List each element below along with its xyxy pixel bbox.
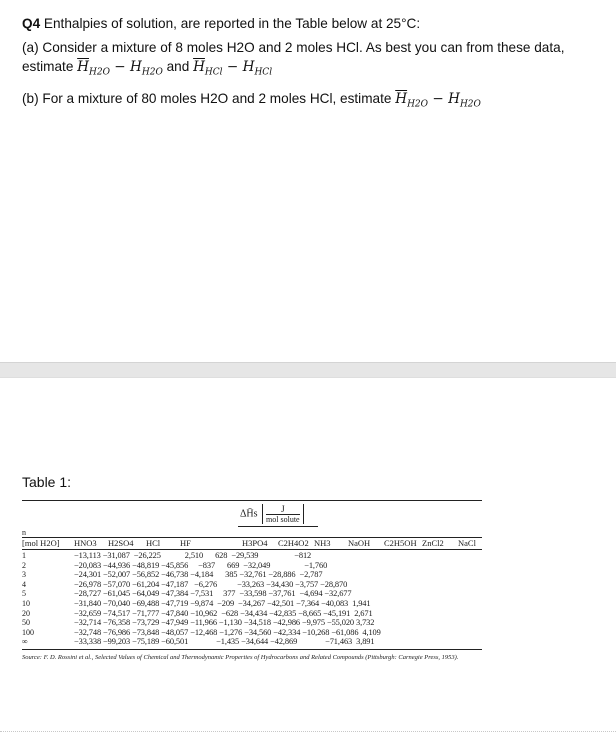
table-row: −33,338 −99,203 −75,189 −60,501 −1,435 −34,644 −42,869 −71,463 3,891 — [74, 637, 375, 647]
part-a-and: and — [162, 59, 194, 74]
pure-h-h2o: H — [448, 90, 460, 107]
unit-fraction — [262, 504, 304, 524]
delta-h-symbol: ΔH̄s — [240, 508, 258, 520]
table-source: Source: F. D. Rossini et al., Selected Values of Chemical and Thermodynamic Properties of Hydrocarbons and Related Compounds (Pittsburgh: Carnegie Press, 1953). — [22, 654, 459, 661]
sub-h2o: H2O — [89, 67, 110, 78]
part-b-text: (b) For a mixture of 80 moles H2O and 2 moles HCl, estimate — [22, 90, 396, 106]
table-row: −24,301 −52,007 −56,852 −46,738 −4,184 385 −32,761 −28,886 −2,787 — [74, 570, 323, 580]
table-row: −32,659 −74,517 −71,777 −47,840 −10,962 −628 −34,434 −42,835 −8,665 −45,191 2,671 — [74, 608, 373, 618]
minus-sign: − — [222, 59, 243, 75]
row-n-value: 50 — [22, 618, 30, 628]
table-row: −20,083 −44,936 −48,819 −45,856 −837 669 −32,049 −1,760 — [74, 560, 328, 570]
row-n-value: 3 — [22, 570, 26, 580]
table-row: −32,748 −76,986 −73,848 −48,057 −12,468 −1,276 −34,560 −42,334 −10,268 −61,086 4,109 — [74, 627, 381, 637]
row-n-value: 100 — [22, 627, 34, 637]
section-divider — [0, 362, 616, 378]
pure-h-hcl: H — [242, 59, 255, 75]
pure-h-h2o: H — [130, 59, 142, 75]
table-row: −32,714 −76,358 −73,729 −47,949 −11,966 −1,130 −34,518 −42,986 −9,975 −55,020 3,732 — [74, 618, 375, 628]
table-bottom-rule — [22, 649, 482, 650]
question-title-text: Enthalpies of solution, are reported in the Table below at 25°C: — [40, 16, 421, 31]
part-a-expression-1 — [77, 59, 163, 78]
column-header: NaOH — [348, 538, 371, 548]
table-row: −26,978 −57,070 −61,204 −47,187 −6,276 −33,263 −34,430 −3,757 −28,870 — [74, 579, 348, 589]
unit-numerator: J — [266, 504, 300, 515]
n-label: n — [22, 528, 26, 537]
column-header: NH3 — [314, 538, 331, 548]
row-n-value: 5 — [22, 589, 26, 599]
table-label: Table 1: — [22, 474, 72, 490]
part-a-expression-2 — [193, 59, 273, 78]
column-header: NaCl — [458, 538, 476, 548]
delta-h-header — [240, 504, 304, 524]
table-top-rule — [22, 500, 482, 501]
row-n-value: ∞ — [22, 637, 28, 647]
column-header: H3PO4 — [242, 538, 268, 548]
row-n-value: 2 — [22, 560, 26, 570]
partial-h-h2o: $\overline{H}$ — [395, 90, 408, 107]
row-header: [mol H2O] — [22, 538, 60, 548]
minus-sign: − — [109, 59, 131, 75]
column-header: C2H4O2 — [278, 538, 309, 548]
bottom-dotted-rule — [0, 731, 616, 732]
row-n-value: 10 — [22, 599, 30, 608]
column-header: H2SO4 — [108, 538, 134, 548]
column-header: HNO3 — [74, 538, 97, 548]
table-row: −28,727 −61,045 −64,049 −47,384 −7,531 377 −33,598 −37,761 −4,694 −32,677 — [74, 589, 352, 599]
sub-hcl: HCl — [254, 67, 273, 78]
minus-sign: − — [428, 90, 449, 107]
question-title — [22, 14, 606, 33]
column-header: HF — [180, 538, 191, 548]
column-header: C2H5OH — [384, 538, 417, 548]
question-part-a — [22, 38, 606, 83]
sub-hcl: HCl — [204, 67, 223, 78]
sub-h2o: H2O — [407, 99, 429, 110]
partial-h-hcl: $\overline{H}$ — [193, 59, 205, 75]
question-part-b — [22, 89, 606, 115]
unit-denominator: mol solute — [266, 515, 300, 524]
column-header: HCl — [146, 538, 161, 548]
sub-h2o: H2O — [141, 67, 163, 78]
sub-h2o: H2O — [459, 99, 481, 110]
question-number: Q4 — [22, 16, 41, 31]
header-rule-2 — [22, 549, 482, 550]
question-block — [22, 14, 606, 120]
table-row: −13,113 −31,087 −26,225 2,510 628 −29,539 −812 — [74, 551, 312, 560]
part-a-text: (a) Consider a mixture of 8 moles H2O and 2 moles HCl. As best you can from these data, estimate — [22, 40, 565, 74]
partial-h-h2o: $\overline{H}$ — [77, 59, 90, 75]
header-sub-rule — [238, 526, 318, 527]
row-n-value: 1 — [22, 551, 26, 560]
table-row: −31,840 −70,040 −69,488 −47,719 −9,874 −209 −34,267 −42,501 −7,364 −40,083 1,941 — [74, 599, 371, 608]
column-header: ZnCl2 — [422, 538, 444, 548]
row-n-value: 20 — [22, 608, 30, 618]
part-b-expression — [395, 90, 481, 110]
row-n-value: 4 — [22, 579, 26, 589]
